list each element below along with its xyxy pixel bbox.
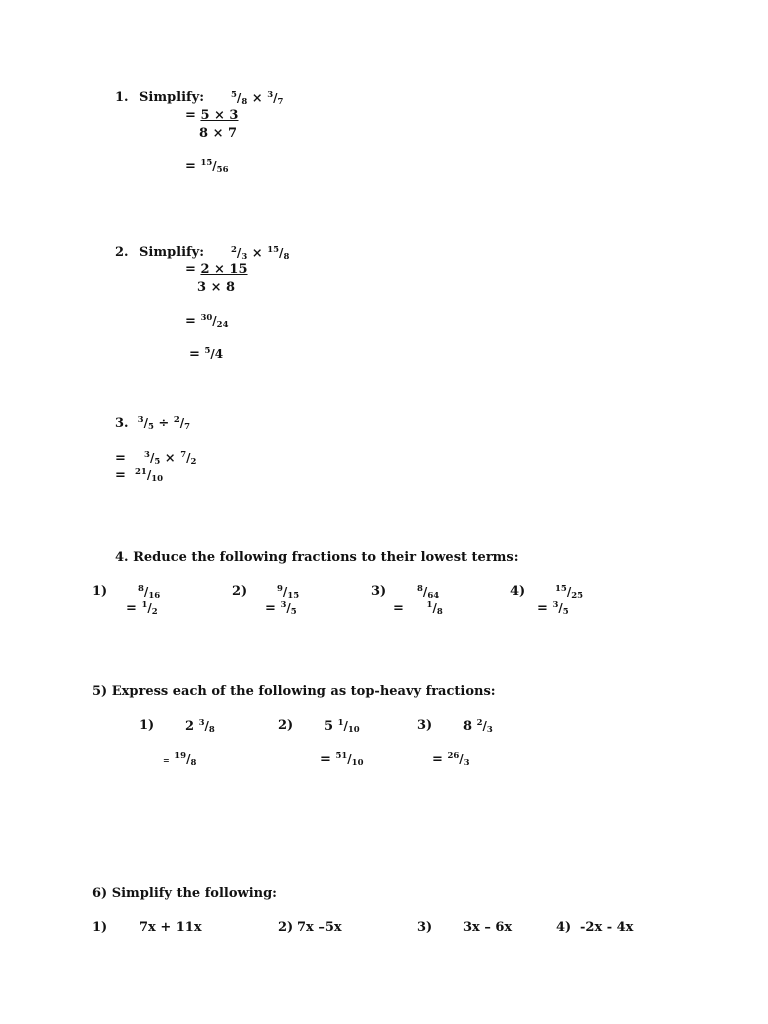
- item-number: 3): [371, 584, 387, 599]
- item-answer: = $^{26}$/3: [432, 751, 470, 768]
- question-number: 2.: [115, 245, 129, 260]
- item-number: 2): [278, 920, 294, 935]
- item-number: 2): [232, 584, 248, 599]
- item-mixed-number: 2 $^3$/8: [185, 718, 215, 735]
- answer: = $^{15}$/56: [185, 158, 229, 175]
- item-number: 3): [417, 718, 433, 733]
- item-answer: = $^{19}$/8: [163, 751, 197, 768]
- working-step-denominator: 3 × 8: [197, 280, 236, 295]
- fraction: $^{15}$/8: [267, 245, 290, 262]
- item-number: 4): [510, 584, 526, 599]
- item-fraction: $^{15}$/25: [555, 584, 584, 601]
- question-heading: 6) Simplify the following:: [92, 886, 277, 901]
- item-answer: = $^1$/8: [393, 600, 443, 617]
- question-label: Simplify:: [139, 245, 204, 260]
- fraction: $^5$/8: [231, 90, 248, 107]
- working-step-numerator: = 5 × 3: [185, 108, 239, 123]
- fraction: $^3$/7: [267, 90, 284, 107]
- item-expression: -2x - 4x: [580, 920, 634, 935]
- item-expression: 7x + 11x: [139, 920, 202, 935]
- intermediate-answer: = $^{30}$/24: [185, 313, 229, 330]
- answer: = $^5$/4: [189, 346, 224, 362]
- item-number: 2): [278, 718, 294, 733]
- item-fraction: $^8$/16: [138, 584, 161, 601]
- item-fraction: $^8$/64: [417, 584, 440, 601]
- working-step-numerator: = 2 × 15: [185, 262, 248, 277]
- fraction: $^2$/3: [231, 245, 248, 262]
- question-number: 3.: [115, 416, 129, 431]
- item-expression: 3x – 6x: [463, 920, 513, 935]
- question-expression: $^2$/3 × $^{15}$/8: [231, 245, 290, 262]
- question-number: 1.: [115, 90, 129, 105]
- item-answer: = $^1$/2: [126, 600, 158, 617]
- item-mixed-number: 5 $^1$/10: [324, 718, 360, 735]
- item-mixed-number: 8 $^2$/3: [463, 718, 493, 735]
- item-fraction: $^9$/15: [277, 584, 300, 601]
- item-number: 1): [92, 920, 108, 935]
- working-step: = $^3$/5 × $^7$/2: [115, 450, 197, 467]
- question-heading: 5) Express each of the following as top-heavy fractions:: [92, 684, 496, 699]
- item-answer: = $^3$/5: [265, 600, 297, 617]
- answer: = $^{21}$/10: [115, 467, 164, 484]
- item-answer: = $^3$/5: [537, 600, 569, 617]
- question-label: Simplify:: [139, 90, 204, 105]
- item-expression: 7x –5x: [297, 920, 342, 935]
- question-expression: $^5$/8 × $^3$/7: [231, 90, 284, 107]
- working-step-denominator: 8 × 7: [199, 126, 238, 141]
- item-number: 3): [417, 920, 433, 935]
- item-answer: = $^{51}$/10: [320, 751, 364, 768]
- question-expression: 3. $^3$/5 ÷ $^2$/7: [115, 415, 191, 432]
- item-number: 4): [556, 920, 572, 935]
- item-number: 1): [92, 584, 108, 599]
- item-number: 1): [139, 718, 155, 733]
- question-heading: 4. Reduce the following fractions to their lowest terms:: [115, 550, 519, 565]
